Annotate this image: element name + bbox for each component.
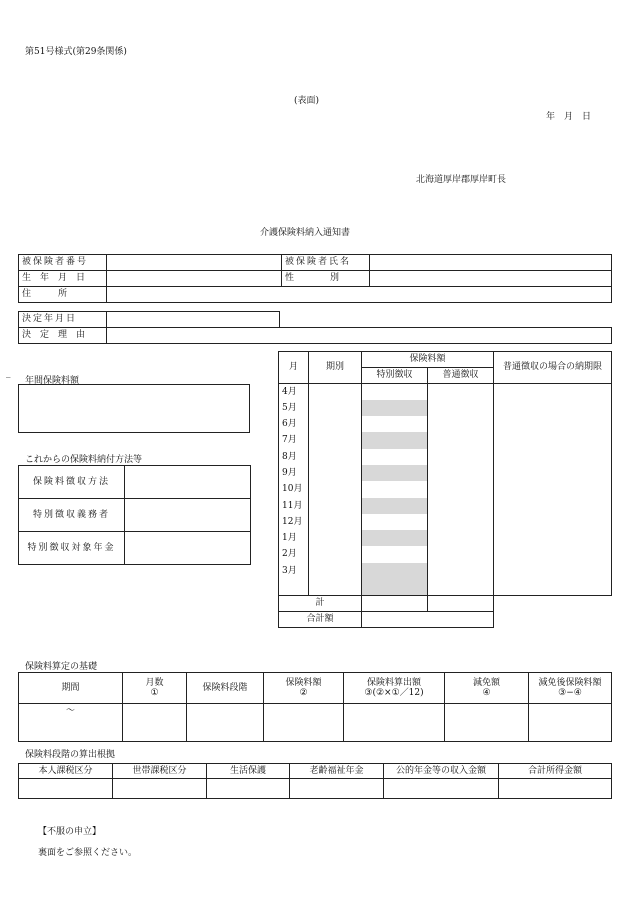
stage-value-total-income xyxy=(499,779,612,799)
stage-value-welfare xyxy=(207,779,290,799)
decision-date-table xyxy=(18,311,280,328)
month-special xyxy=(362,481,428,497)
month-period xyxy=(309,416,362,432)
basis-period-value: 〜 xyxy=(19,704,123,742)
month-deadline xyxy=(494,449,612,465)
month-special xyxy=(362,498,428,514)
annual-premium-box xyxy=(18,384,250,433)
month-period xyxy=(309,465,362,481)
grand-total-label: 合計額 xyxy=(279,611,362,627)
month-blank-cell xyxy=(428,579,494,595)
month-period xyxy=(309,432,362,448)
basis-stage-value xyxy=(187,704,264,742)
birthdate-label: 生 年 月 日 xyxy=(19,271,107,287)
target-pension-label: 特別徴収対象年金 xyxy=(19,532,125,565)
special-collector-label: 特別徴収義務者 xyxy=(19,499,125,532)
month-special xyxy=(362,514,428,530)
month-deadline xyxy=(494,546,612,562)
month-deadline xyxy=(494,481,612,497)
month-label: 12月 xyxy=(279,514,309,530)
month-deadline xyxy=(494,384,612,400)
basis-period-header: 期間 xyxy=(19,673,123,704)
month-period xyxy=(309,384,362,400)
month-deadline xyxy=(494,514,612,530)
month-normal xyxy=(428,498,494,514)
basis-after-label: 減免後保険料額 xyxy=(538,677,602,688)
basis-calc-label: 保険料算出額 xyxy=(366,677,421,688)
basis-calc-header xyxy=(344,673,445,704)
form-number: 第51号様式(第29条関係) xyxy=(25,47,127,57)
month-period xyxy=(309,530,362,546)
period-header: 期別 xyxy=(309,352,362,384)
month-normal xyxy=(428,449,494,465)
month-normal xyxy=(428,481,494,497)
month-period xyxy=(309,481,362,497)
basis-after-value xyxy=(529,704,612,742)
month-row xyxy=(279,498,612,514)
month-blank-cell xyxy=(362,579,428,595)
month-special xyxy=(362,546,428,562)
month-row xyxy=(279,465,612,481)
month-label: 11月 xyxy=(279,498,309,514)
month-normal xyxy=(428,546,494,562)
month-deadline xyxy=(494,465,612,481)
month-normal xyxy=(428,416,494,432)
total-special xyxy=(362,595,428,611)
target-pension-value xyxy=(125,532,251,565)
month-label: 1月 xyxy=(279,530,309,546)
payment-methods-heading: これからの保険料納付方法等 xyxy=(25,455,143,465)
month-special xyxy=(362,384,428,400)
insured-number-value xyxy=(107,255,282,271)
stage-value-pension-income xyxy=(384,779,499,799)
month-special xyxy=(362,400,428,416)
month-deadline xyxy=(494,498,612,514)
month-special xyxy=(362,449,428,465)
basis-heading: 保険料算定の基礎 xyxy=(25,662,98,672)
month-period xyxy=(309,514,362,530)
month-row xyxy=(279,400,612,416)
month-period xyxy=(309,498,362,514)
basis-table xyxy=(18,672,612,742)
issue-date: 年 月 日 xyxy=(546,112,592,122)
month-normal xyxy=(428,514,494,530)
issuer-name: 北海道厚岸郡厚岸町長 xyxy=(416,175,507,185)
appeal-heading: 【不服の申立】 xyxy=(38,827,102,837)
basis-months-sub: ① xyxy=(150,688,159,698)
insured-number-label: 被保険者番号 xyxy=(19,255,107,271)
payment-methods-table xyxy=(18,465,251,565)
basis-months-header xyxy=(123,673,187,704)
basis-reduction-label: 減免額 xyxy=(472,677,500,688)
stage-value-household-tax xyxy=(113,779,207,799)
insured-name-label: 被保険者氏名 xyxy=(282,255,370,271)
insured-info-table xyxy=(18,254,612,303)
basis-after-sub: ③−④ xyxy=(558,688,582,698)
appeal-text: 裏面をご参照ください。 xyxy=(38,848,138,858)
basis-months-label: 月数 xyxy=(145,677,164,688)
month-special xyxy=(362,530,428,546)
decision-date-label: 決定年月日 xyxy=(19,312,107,328)
total-normal xyxy=(428,595,494,611)
month-blank-cell xyxy=(494,579,612,595)
month-row xyxy=(279,546,612,562)
month-special xyxy=(362,465,428,481)
stage-header-welfare: 生活保護 xyxy=(207,764,290,779)
month-row xyxy=(279,384,612,400)
month-row xyxy=(279,449,612,465)
stage-header-pension-income: 公的年金等の収入金額 xyxy=(384,764,499,779)
month-normal xyxy=(428,432,494,448)
basis-premium-label: 保険料額 xyxy=(285,677,322,688)
stage-basis-heading: 保険料段階の算出根拠 xyxy=(25,750,116,760)
basis-calc-sub: ③(②×①／12) xyxy=(364,688,424,698)
basis-after-header xyxy=(529,673,612,704)
total-label: 計 xyxy=(279,595,362,611)
basis-reduction-header xyxy=(445,673,529,704)
basis-months-value xyxy=(123,704,187,742)
month-period xyxy=(309,563,362,579)
decision-reason-table xyxy=(18,327,612,344)
side-label: (表面) xyxy=(294,96,320,106)
normal-header: 普通徴収 xyxy=(428,368,494,384)
grand-total-spacer xyxy=(494,611,612,627)
month-label: 8月 xyxy=(279,449,309,465)
month-deadline xyxy=(494,530,612,546)
month-deadline xyxy=(494,400,612,416)
month-label: 2月 xyxy=(279,546,309,562)
stage-header-old-age-pension: 老齢福祉年金 xyxy=(290,764,384,779)
basis-reduction-sub: ④ xyxy=(482,688,491,698)
basis-stage-header: 保険料段階 xyxy=(187,673,264,704)
month-row-blank xyxy=(279,579,612,595)
basis-calc-value xyxy=(344,704,445,742)
premium-header: 保険料額 xyxy=(362,352,494,368)
month-row xyxy=(279,481,612,497)
basis-premium-header xyxy=(264,673,344,704)
month-label: 5月 xyxy=(279,400,309,416)
insured-name-value xyxy=(370,255,612,271)
total-spacer xyxy=(494,595,612,611)
stage-header-total-income: 合計所得金額 xyxy=(499,764,612,779)
annual-premium-label: 年間保険料額 xyxy=(25,376,80,386)
month-normal xyxy=(428,384,494,400)
basis-premium-sub: ② xyxy=(299,688,308,698)
month-normal xyxy=(428,465,494,481)
month-row xyxy=(279,514,612,530)
stage-value-old-age-pension xyxy=(290,779,384,799)
deadline-header: 普通徴収の場合の納期限 xyxy=(494,352,612,384)
month-period xyxy=(309,400,362,416)
month-special xyxy=(362,416,428,432)
address-label: 住 所 xyxy=(19,287,107,303)
address-value xyxy=(107,287,612,303)
month-blank-cell xyxy=(309,579,362,595)
month-special xyxy=(362,563,428,579)
annual-premium-marker: _ xyxy=(6,368,11,378)
collection-method-value xyxy=(125,466,251,499)
month-period xyxy=(309,449,362,465)
month-special xyxy=(362,432,428,448)
month-deadline xyxy=(494,432,612,448)
collection-method-label: 保険料徴収方法 xyxy=(19,466,125,499)
month-normal xyxy=(428,563,494,579)
month-normal xyxy=(428,400,494,416)
month-label: 4月 xyxy=(279,384,309,400)
sex-label: 性 別 xyxy=(282,271,370,287)
stage-basis-table xyxy=(18,763,612,799)
month-deadline xyxy=(494,416,612,432)
decision-reason-value xyxy=(107,328,612,344)
basis-premium-value xyxy=(264,704,344,742)
month-label: 7月 xyxy=(279,432,309,448)
month-header: 月 xyxy=(279,352,309,384)
month-row xyxy=(279,432,612,448)
stage-header-self-tax: 本人課税区分 xyxy=(19,764,113,779)
special-header: 特別徴収 xyxy=(362,368,428,384)
month-deadline xyxy=(494,563,612,579)
month-row xyxy=(279,563,612,579)
month-label: 9月 xyxy=(279,465,309,481)
monthly-premium-table xyxy=(278,351,612,628)
decision-date-value xyxy=(107,312,280,328)
decision-reason-label: 決 定 理 由 xyxy=(19,328,107,344)
month-normal xyxy=(428,530,494,546)
stage-value-self-tax xyxy=(19,779,113,799)
month-row xyxy=(279,416,612,432)
month-blank-cell xyxy=(279,579,309,595)
month-label: 6月 xyxy=(279,416,309,432)
stage-header-household-tax: 世帯課税区分 xyxy=(113,764,207,779)
document-title: 介護保険料納入通知書 xyxy=(260,228,351,238)
special-collector-value xyxy=(125,499,251,532)
month-label: 3月 xyxy=(279,563,309,579)
basis-reduction-value xyxy=(445,704,529,742)
month-label: 10月 xyxy=(279,481,309,497)
month-period xyxy=(309,546,362,562)
grand-total-value xyxy=(362,611,494,627)
month-row xyxy=(279,530,612,546)
sex-value xyxy=(370,271,612,287)
birthdate-value xyxy=(107,271,282,287)
